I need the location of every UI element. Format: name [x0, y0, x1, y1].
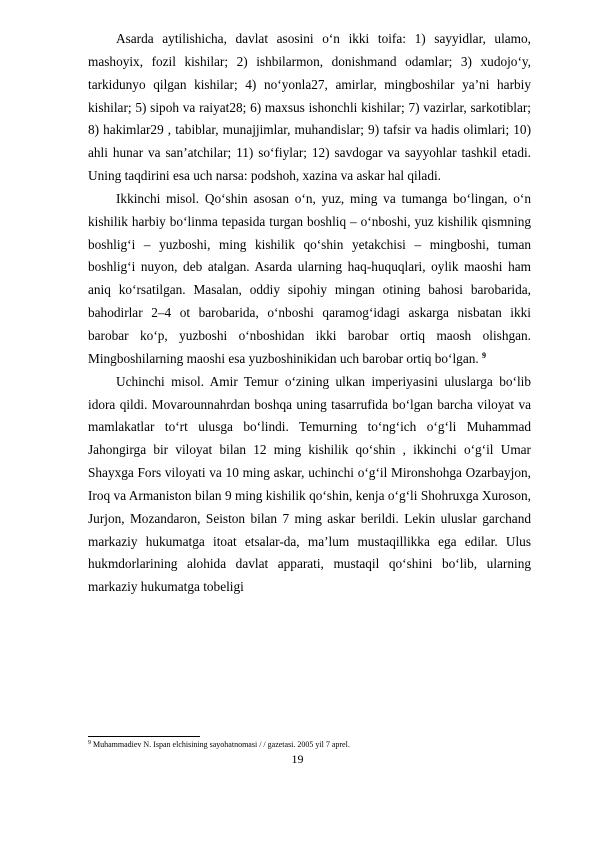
footnote-marker: 9 [88, 740, 91, 746]
footnote-reference[interactable]: 9 [482, 350, 487, 360]
footnote-separator [88, 736, 200, 737]
paragraph-2 [88, 188, 531, 371]
paragraph-2-text: Ikkinchi misol. Qo‘shin asosan o‘n, yuz, ming va tumanga bo‘lingan, o‘n kishilik harbiy bo‘linma tepasida turgan boshliq – o‘nboshi, yuz kishilik qismning boshlig‘i – yuzboshi, ming kishilik qo‘shin yetakchisi – mingboshi, tuman boshlig‘i nuyon, deb atalgan. Asarda ularning haq-huquqlari, oylik maoshi ham aniq ko‘rsatilgan. Masalan, oddiy sipohiy mingan otining bahosi barobarida, bahodirlar 2–4 ot barobarida, o‘nboshi qaramog‘idagi askarga nisbatan ikki barobar ko‘p, yuzboshi o‘nboshidan ikki barobar ortiq maosh olishgan. Mingboshilarning maoshi esa yuzboshinikidan uch barobar ortiq bo‘lgan. [88, 190, 531, 366]
page-number: 19 [291, 752, 304, 766]
footnote [88, 740, 531, 750]
body-text [88, 28, 531, 599]
paragraph-3-text: Uchinchi misol. Amir Temur o‘zining ulkan imperiyasini uluslarga bo‘lib idora qildi. Movarounnahrdan boshqa uning tasarrufida bo‘lgan barcha viloyat va mamlakatlar to‘rt ulusga bo‘lindi. Temurning to‘ng‘ich o‘g‘li Muhammad Jahongirga bir viloyat bilan 12 ming kishilik qo‘shin , ikkinchi o‘g‘il Umar Shayxga Fors viloyati va 10 ming askar, uchinchi o‘g‘il Mironshohga Ozarbayjon, Iroq va Armaniston bilan 9 ming kishilik qo‘shin, kenja o‘g‘li Shohruxga Xuroson, Jurjon, Mozandaron, Seiston bilan 7 ming askar berildi. Lekin uluslar garchand markaziy hukumatga itoat etsalar-da, ma’lum mustaqillikka ega edilar. Ulus hukmdorlarining alohida davlat apparati, mustaqil qo‘shini bo‘lib, ularning markaziy hukumatga tobeligi [88, 373, 531, 595]
paragraph-1 [88, 28, 531, 188]
paragraph-3 [88, 371, 531, 599]
paragraph-1-text: Asarda aytilishicha, davlat asosini o‘n ikki toifa: 1) sayyidlar, ulamo, mashoyix, fozil kishilar; 2) ishbilarmon, donishmand odamlar; 3) xudojo‘y, tarkidunyo qilgan kishilar; 4) no‘yonla27, amirlar, mingboshilar ya’ni harbiy kishilar; 5) sipoh va raiyat28; 6) maxsus ishonchli kishilar; 7) vazirlar, sarkotiblar; 8) hakimlar29 , tabiblar, munajjimlar, muhandislar; 9) tafsir va hadis olimlari; 10) ahli hunar va san’atchilar; 11) so‘fiylar; 12) savdogar va sayyohlar tashkil etadi. Uning taqdirini esa uch narsa: podshoh, xazina va askar hal qiladi. [88, 31, 531, 184]
footnote-text: Muhammadiev N. Ispan elchisining sayohatnomasi / / gazetasi. 2005 yil 7 aprel. [93, 740, 350, 749]
